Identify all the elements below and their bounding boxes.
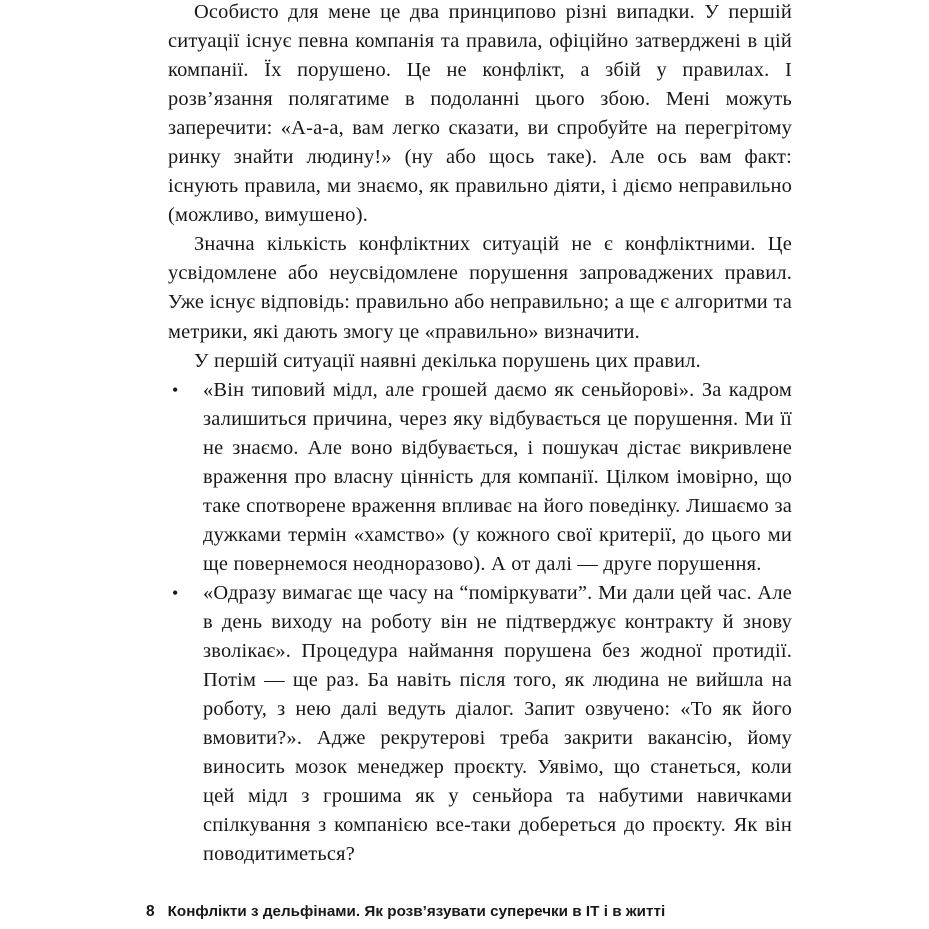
list-item [168, 376, 792, 579]
text-column [168, 0, 792, 869]
paragraph-2: Значна кількість конфліктних ситуацій не є конфліктними. Це усвідомлене або неусвідомлене порушення запроваджених правил. Уже існує відповідь: правильно або неправильно; а ще є алгоритми та метрики, які дають змогу це «правильно» визначити. [168, 233, 792, 343]
list-item [168, 579, 792, 869]
running-title: Конфлікти з дельфінами. Як розв’язувати суперечки в ІТ і в житті [167, 903, 666, 920]
page-footer [146, 903, 665, 921]
list-item-text: «Він типовий мідл, але грошей даємо як сеньйорові». За кадром залишиться причина, через яку відбувається це порушення. Ми її не знаємо. Але воно відбувається, і пошукач дістає викривлене враження про власну цінність для компанії. Цілком імовірно, що таке спотворене враження впливає на його поведінку. Лишаємо за дужками термін «хамство» (у кожного свої критерії, до цього ми ще повернемося неодноразово). А от далі — друге порушення. [203, 378, 792, 575]
page-number: 8 [146, 903, 155, 920]
list-item-text: «Одразу вимагає ще часу на “поміркувати”. Ми дали цей час. Але в день виходу на роботу він не підтверджує контракту й знову зволікає». Процедура наймання порушена без жодної протидії. Потім — ще раз. Ба навіть після того, як людина не вийшла на роботу, з нею далі ведуть діалог. Запит озвучено: «То як його вмовити?». Адже рекрутерові треба закрити вакансію, йому виносить мозок менеджер проєкту. Уявімо, що станеться, коли цей мідл з грошима як у сеньйора та набутими навичками спілкування з компанією все-таки добереться до проєкту. Як він поводитиметься? [203, 581, 792, 866]
bullet-marker-icon: • [172, 379, 179, 400]
violations-bullet-list [168, 376, 792, 870]
paragraph-1: Особисто для мене це два принципово різні випадки. У першій ситуації існує певна компанія та правила, офіційно затверджені в цій компанії. Їх порушено. Це не конфлікт, а збій у правилах. І розв’язання полягатиме в подоланні цього збою. Мені можуть заперечити: «А-а-а, вам легко сказати, ви спробуйте на перегрітому ринку знайти людину!» (ну або щось таке). Але ось вам факт: існують правила, ми знаємо, як правильно діяти, і діємо неправильно (можливо, вимушено). [168, 1, 792, 227]
bullet-marker-icon: • [172, 582, 179, 603]
paragraph-3: У першій ситуації наявні декілька порушень цих правил. [194, 349, 701, 372]
